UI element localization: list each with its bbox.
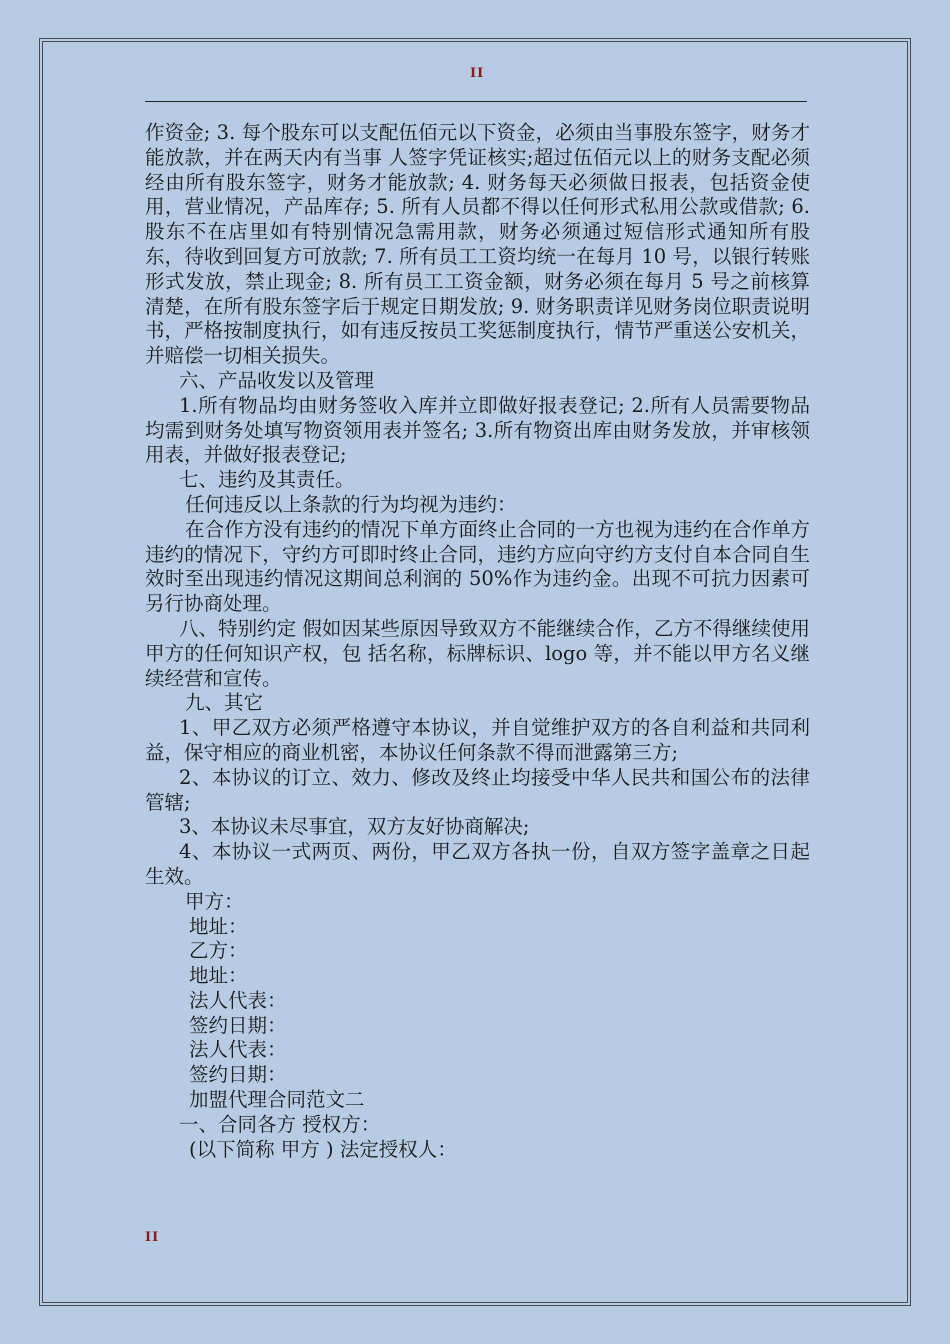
finance-rules-paragraph: 作资金; 3. 每个股东可以支配伍佰元以下资金，必须由当事股东签字，财务才能放款，并在两天内有当事 人签字凭证核实;超过伍佰元以上的财务支配必须经由所有股东签字，财务才能放款; 4. 财务每天必须做日报表，包括资金使用，营业情况，产品库存; 5. 所有人员都不得以任何形式私用公款或借款; 6. 股东不在店里如有特别情况急需用款，财务必须通过短信形式通知所有股 东，待收到回复方可放款; 7. 所有员工工资均统一在每月 10 号，以银行转账形式发放，禁止现金; 8. 所有员工工资金额，财务必须在每月 5 号之前核算清楚，在所有股东签字后于规定日期发放; 9. 财务职责详见财务岗位职责说明书，严格按制度执行，如有违反按员工奖惩制度执行，情节严重送公安机关，并赔偿一切相关损失。 <box>145 121 810 368</box>
section-9-item-1: 1、甲乙双方必须严格遵守本协议，并自觉维护双方的各自利益和共同利益，保守相应的商业机密，本协议任何条款不得而泄露第三方; <box>145 716 810 764</box>
signature-legal-rep-2: 法人代表： <box>189 1038 287 1062</box>
signature-party-a: 甲方： <box>185 889 244 913</box>
header-mark: II <box>470 66 485 81</box>
section-8-paragraph: 八、特别约定 假如因某些原因导致双方不能继续合作，乙方不得继续使用甲方的任何知识产权，包 括名称，标牌标识、logo 等，并不能以甲方名义继续经营和宣传。 <box>145 616 810 690</box>
document-body <box>145 121 810 1162</box>
next-contract-title: 加盟代理合同范文二 <box>189 1088 365 1112</box>
signature-party-b: 乙方： <box>189 939 248 963</box>
section-9-item-2: 2、本协议的订立、效力、修改及终止均接受中华人民共和国公布的法律管辖; <box>145 765 810 814</box>
section-7-paragraph: 在合作方没有违约的情况下单方面终止合同的一方也视为违约在合作单方违约的情况下，守约方可即时终止合同，违约方应向守约方支付自本合同自生效时至出现违约情况这期间总利润的 50%作为违约金。出现不可抗力因素可另行协商处理。 <box>145 517 810 616</box>
section-6-paragraph: 1.所有物品均由财务签收入库并立即做好报表登记; 2.所有人员需要物品均需到财务处填写物资领用表并签名; 3.所有物资出库由财务发放，并审核领用表，并做好报表登记; <box>145 393 810 467</box>
section-7-intro: 任何违反以上条款的行为均视为违约： <box>185 492 517 516</box>
section-6-heading: 六、产品收发以及管理 <box>179 368 375 392</box>
next-contract-abbreviation: (以下简称 甲方 ) 法定授权人： <box>189 1137 457 1161</box>
section-7-heading: 七、违约及其责任。 <box>179 468 355 492</box>
signature-sign-date-1: 签约日期： <box>189 1013 287 1037</box>
signature-address-a: 地址： <box>189 914 248 938</box>
footer-mark: II <box>145 1230 160 1245</box>
signature-address-b: 地址： <box>189 964 248 988</box>
next-contract-parties: 一、合同各方 授权方： <box>179 1112 381 1136</box>
section-9-item-4: 4、本协议一式两页、两份，甲乙双方各执一份，自双方签字盖章之日起生效。 <box>145 840 810 888</box>
section-9-heading: 九、其它 <box>185 691 264 715</box>
section-9-item-3: 3、本协议未尽事宜，双方友好协商解决; <box>179 815 530 839</box>
signature-sign-date-2: 签约日期： <box>189 1063 287 1087</box>
signature-legal-rep-1: 法人代表： <box>189 988 287 1012</box>
header-rule <box>145 101 807 102</box>
